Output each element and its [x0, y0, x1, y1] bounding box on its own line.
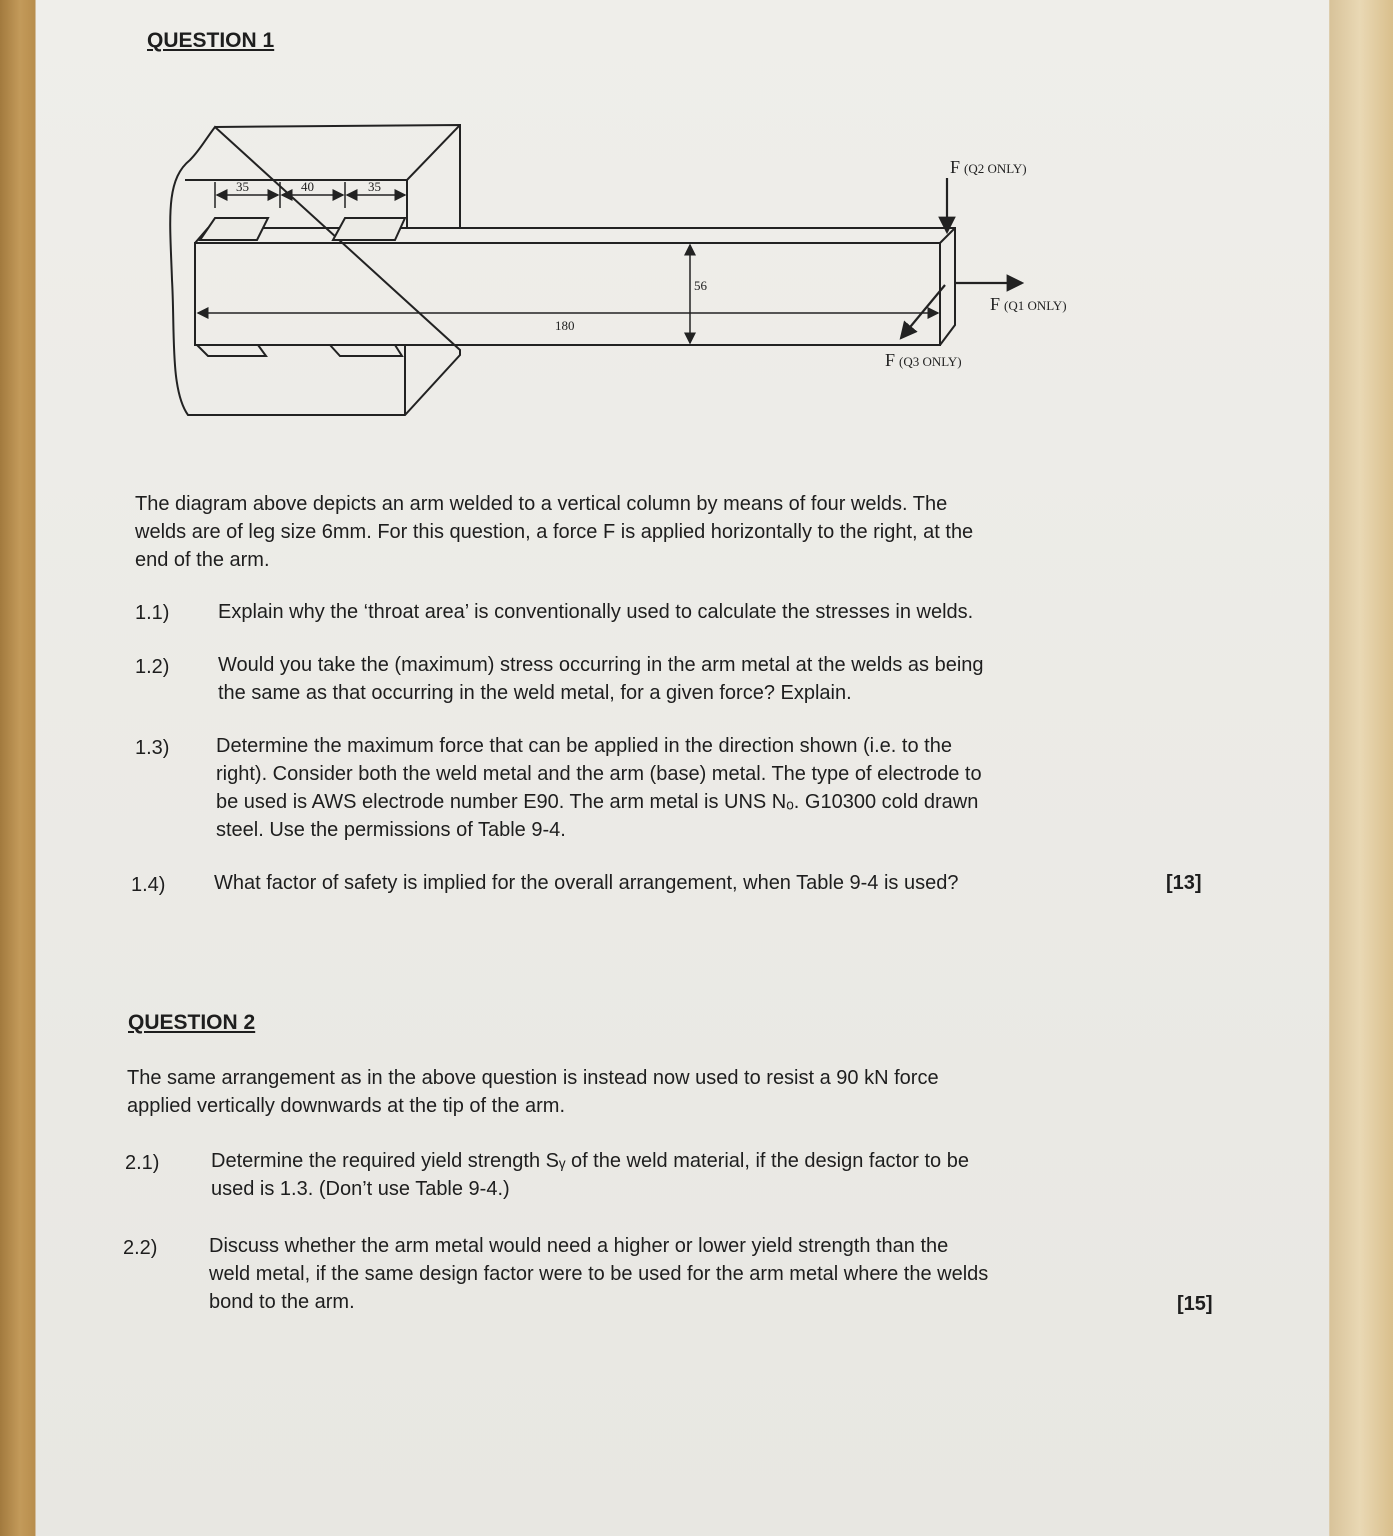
intro-line: The same arrangement as in the above question is instead now used to resist a 90 kN force: [127, 1067, 939, 1089]
item-number: 2.1): [125, 1152, 160, 1174]
item-line: the same as that occurring in the weld metal, for a given force? Explain.: [218, 682, 852, 704]
intro-line: applied vertically downwards at the tip of the arm.: [127, 1095, 565, 1117]
weld-bottom-1: [197, 345, 266, 356]
item-number: 1.4): [131, 874, 166, 896]
item-line: steel. Use the permissions of Table 9-4.: [216, 819, 566, 841]
question-2-heading: QUESTION 2: [128, 1011, 256, 1034]
force-q1-label: F (Q1 ONLY): [990, 294, 1067, 314]
dim-height: 56: [694, 278, 707, 293]
item-line: be used is AWS electrode number E90. The arm metal is UNS Nₒ. G10300 cold drawn: [216, 791, 979, 813]
force-q3-arrow: [901, 285, 945, 338]
item-line: weld metal, if the same design factor were to be used for the arm metal where the welds: [209, 1263, 989, 1285]
force-q3-label: F (Q3 ONLY): [885, 350, 962, 370]
item-2-1-text: [211, 1147, 969, 1203]
question-2-intro: [127, 1064, 939, 1120]
item-number: 1.1): [135, 602, 170, 624]
item-line: bond to the arm.: [209, 1291, 355, 1313]
item-1-1-text: [218, 598, 973, 626]
question-2-marks: [15]: [1177, 1293, 1213, 1315]
weld-top-2: [333, 218, 405, 240]
weld-bottom-2: [330, 345, 402, 356]
question-1-marks: [13]: [1166, 872, 1202, 894]
item-number: 1.2): [135, 656, 170, 678]
dim-weld-1: 35: [236, 179, 249, 194]
dim-length: 180: [555, 318, 575, 333]
item-line: Would you take the (maximum) stress occurring in the arm metal at the welds as being: [218, 654, 984, 676]
item-line: right). Consider both the weld metal and the arm (base) metal. The type of electrode to: [216, 763, 982, 785]
item-1-2-text: [218, 651, 984, 707]
intro-line: The diagram above depicts an arm welded to a vertical column by means of four welds. The: [135, 493, 948, 515]
item-1-3-text: [216, 732, 982, 844]
question-1-intro: [135, 490, 973, 574]
intro-line: end of the arm.: [135, 549, 270, 571]
item-line: Explain why the ‘throat area’ is conventionally used to calculate the stresses in welds.: [218, 601, 974, 623]
question-1-heading: QUESTION 1: [147, 29, 275, 52]
arm-outline: [195, 228, 955, 345]
weld-top-1: [200, 218, 268, 240]
dim-weld-2: 35: [368, 179, 381, 194]
column-outline: [170, 125, 460, 415]
intro-line: welds are of leg size 6mm. For this question, a force F is applied horizontally to the right, at the: [135, 521, 974, 543]
force-q2-label: F (Q2 ONLY): [950, 157, 1027, 177]
item-line: Determine the maximum force that can be applied in the direction shown (i.e. to the: [216, 735, 952, 757]
dim-gap: 40: [301, 179, 314, 194]
weld-arm-diagram: [0, 0, 1393, 440]
item-line: used is 1.3. (Don’t use Table 9-4.): [211, 1178, 510, 1200]
item-line: Discuss whether the arm metal would need a higher or lower yield strength than the: [209, 1235, 949, 1257]
item-line: Determine the required yield strength Sᵧ of the weld material, if the design factor to be: [211, 1150, 969, 1172]
item-2-2-text: [209, 1232, 988, 1316]
item-number: 2.2): [123, 1237, 158, 1259]
item-number: 1.3): [135, 737, 170, 759]
item-line: What factor of safety is implied for the overall arrangement, when Table 9-4 is used?: [214, 872, 959, 894]
item-1-4-text: [214, 869, 958, 897]
